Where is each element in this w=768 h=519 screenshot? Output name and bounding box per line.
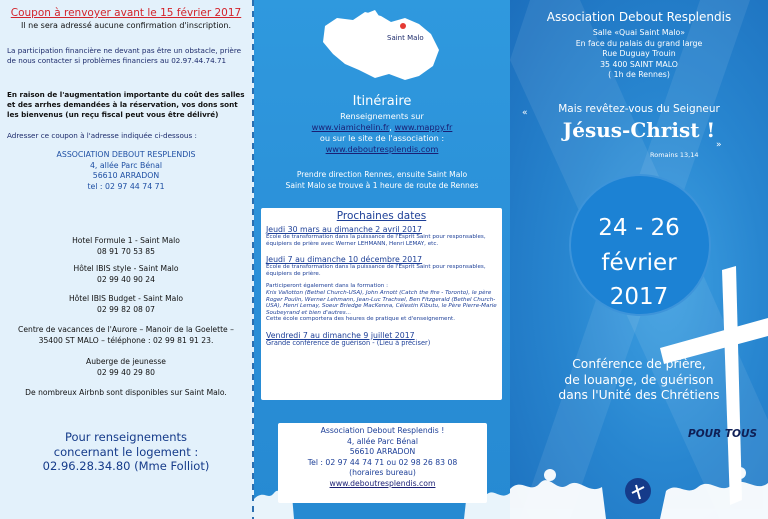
send-instruction: Adresser ce coupon à l'adresse indiquée ci-dessous : [7, 131, 197, 140]
conference-line: de louange, de guérison [564, 372, 714, 387]
event-description: Ecole de transformation dans la puissance de l'Esprit Saint pour responsables, équipiers de prière. [266, 264, 486, 277]
dates-title: Prochaines dates [336, 210, 427, 222]
hotel-phone: 02 99 40 29 80 [97, 367, 155, 377]
hotel-item [0, 264, 252, 285]
association-name: Association Debout Resplendis [546, 10, 732, 24]
flowers-decoration [510, 429, 768, 519]
lodging-info [0, 430, 252, 474]
lodging-phone: 02.96.28.34.80 (Mme Folliot) [42, 459, 210, 473]
hotel-name: Centre de vacances de l'Aurore – Manoir de la Goelette – 35400 ST MALO – téléphone : 02 99 81 91 23. [18, 325, 234, 345]
address-line: Tel : 02 97 44 74 71 ou 02 98 26 83 08 [307, 457, 458, 467]
hotel-item [0, 294, 252, 315]
address-line: tel : 02 97 44 74 71 [87, 181, 165, 191]
hotel-item [0, 236, 252, 257]
event-description: Grande conférence de guérison - (Lieu à préciser) [266, 338, 431, 347]
verse-highlight: Jésus-Christ ! [562, 118, 716, 142]
hotel-phone: 02 99 40 90 24 [97, 274, 155, 284]
coupon-subtitle: Il ne sera adressé aucune confirmation d'inscription. [21, 21, 231, 30]
brittany-map [319, 4, 444, 86]
event-date: Jeudi 30 mars au dimanche 2 avril 2017 [266, 225, 422, 234]
event-note: Cette école comportera des heures de pratique et d'enseignement. [266, 316, 456, 323]
for-all-label: POUR TOUS [688, 428, 758, 440]
address-line: ASSOCIATION DEBOUT RESPLENDIS [56, 150, 196, 159]
hotel-name: Auberge de jeunesse [86, 357, 166, 366]
participants-list: Kris Vallotton (Bethel Church-USA), John Arnott (Catch the fire - Toronto), le père Roger Poulin, Werner Lehmann, Jean-Luc Trachsel, Ben Fitzgerald (Bethel Church-USA), Henri Lemay, Soeur Briedge MacKenna, Célestin Kibutu, le Père Pierre-Marie Soubeyrand et bien d'autres… [266, 289, 497, 316]
venue-line: En face du palais du grand large [575, 38, 703, 48]
venue-line: 35 400 SAINT MALO [600, 59, 678, 69]
date-month: février [601, 250, 677, 276]
hotel-name: Hôtel IBIS Budget - Saint Malo [68, 294, 184, 303]
itinerary-title: Itinéraire [352, 94, 412, 109]
date-days: 24 - 26 [598, 215, 680, 241]
itinerary-text: Renseignements sur www.viamichelin.fr, www.mappy.fr ou sur le site de l'association : www.deboutresplendis.com [254, 111, 510, 155]
viamichelin-link[interactable]: www.viamichelin.fr [311, 122, 390, 132]
itinerary-line: ou sur le site de l'association : [319, 133, 445, 143]
verse-line: Mais revêtez-vous du Seigneur [558, 103, 720, 115]
address-line: 4, allée Parc Bénal [346, 436, 419, 446]
website-link[interactable]: www.deboutresplendis.com [325, 144, 439, 154]
event-description: Ecole de transformation dans la puissance de l'Esprit Saint pour responsables, équipiers de prière avec Werner LEHMANN, Henri LEMAY, etc. [266, 234, 486, 247]
hotel-item [0, 357, 252, 378]
hotel-phone: 02 99 82 08 07 [97, 304, 155, 314]
direction-line: Saint Malo se trouve à 1 heure de route de Rennes [285, 180, 479, 190]
venue-line: Salle «Quai Saint Malo» [592, 28, 686, 37]
lodging-line: Pour renseignements [64, 430, 188, 444]
hotel-phone: 08 91 70 53 85 [97, 246, 155, 256]
address-line: Association Debout Resplendis ! [320, 426, 445, 435]
direction-line: Prendre direction Rennes, ensuite Saint Malo [296, 170, 468, 179]
hotel-name: Hotel Formule 1 - Saint Malo [72, 236, 180, 245]
hotel-item [0, 325, 252, 346]
mappy-link[interactable]: www.mappy.fr [394, 122, 453, 132]
event-date: Vendredi 7 au dimanche 9 juillet 2017 [266, 330, 415, 340]
itinerary-line: Renseignements sur [340, 111, 424, 121]
coupon-title: Coupon à renvoyer avant le 15 février 2017 [10, 7, 242, 19]
verse-reference: Romains 13,14 [650, 151, 699, 159]
directions [254, 170, 510, 191]
conference-line: Conférence de prière, [572, 357, 706, 371]
address-line: 56610 ARRADON [92, 171, 160, 180]
coupon-panel [0, 0, 254, 519]
date-year: 2017 [609, 284, 669, 310]
hotel-item [0, 388, 252, 399]
event-date: Jeudi 7 au dimanche 10 décembre 2017 [266, 255, 423, 265]
conference-title [510, 357, 768, 404]
venue-line: Rue Duguay Trouin [602, 49, 676, 58]
info-panel [254, 0, 510, 519]
conference-line: dans l'Unité des Chrétiens [558, 388, 720, 402]
address-line: 56610 ARRADON [349, 447, 416, 457]
venue-line: ( 1h de Rennes) [608, 70, 670, 79]
flowers-decoration [254, 429, 510, 519]
cover-panel [510, 0, 768, 519]
website-link[interactable]: www.deboutresplendis.com [329, 478, 436, 488]
quote-close: » [716, 140, 722, 150]
hotel-name: Hôtel IBIS style - Saint Malo [73, 264, 179, 273]
coupon-address [0, 150, 252, 192]
lodging-line: concernant le logement : [53, 444, 199, 459]
map-label: Saint Malo [387, 34, 424, 42]
participants-title: Participeront également dans la formation : [266, 283, 388, 290]
quote-open: « [522, 108, 528, 118]
address-line: (horaires bureau) [349, 468, 416, 478]
hotel-name: De nombreux Airbnb sont disponibles sur Saint Malo. [25, 388, 227, 397]
financial-note: La participation financière ne devant pas être un obstacle, prière de nous contacter si problèmes financiers au 02.97.44.74.71 [7, 46, 242, 65]
donation-note: En raison de l'augmentation importante du coût des salles et des arrhes demandées à la réservation, vos dons sont les bienvenus (un reçu fiscal peut vous être délivré) [7, 90, 245, 119]
address-line: 4, allée Parc Bénal [89, 160, 163, 170]
upcoming-dates [261, 208, 502, 400]
saint-malo-marker [400, 23, 406, 29]
